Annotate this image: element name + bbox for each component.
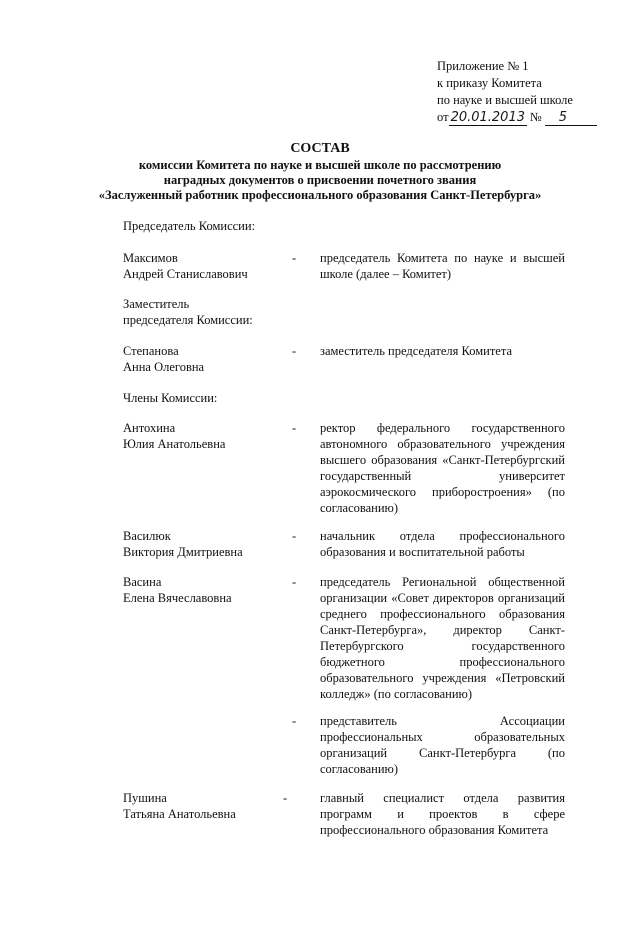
member-name: [123, 343, 204, 375]
member-surname: Василюк: [123, 529, 171, 543]
dash-separator: -: [292, 251, 297, 265]
member-surname: Пушина: [123, 791, 167, 805]
title-line-2: наградных документов о присвоении почетного звания: [163, 173, 477, 187]
title-line-3: «Заслуженный работник профессионального образования Санкт-Петербурга»: [98, 188, 542, 202]
dash-separator: -: [292, 344, 297, 358]
member-role: ректор федерального государственного автономного образовательного учреждения высшего образования «Санкт-Петербургский государственный университет аэрокосмического приборостроения» (по согласованию): [320, 421, 565, 515]
member-role: представитель Ассоциации профессиональных образовательных организаций Санкт-Петербурга (по согласованию): [320, 714, 565, 776]
member-name: [123, 790, 236, 822]
dash-separator: -: [292, 714, 297, 728]
number-prefix: №: [529, 110, 542, 124]
member-given-name: Андрей Станиславович: [123, 267, 248, 281]
member-given-name: Анна Олеговна: [123, 360, 205, 374]
dash-separator: -: [283, 791, 288, 805]
document-title: СОСТАВ: [290, 141, 350, 156]
dash-separator: -: [292, 529, 297, 543]
appendix-date-line: [437, 109, 597, 126]
members-heading: Члены Комиссии:: [123, 391, 218, 405]
member-given-name: Елена Вячеславовна: [123, 591, 232, 605]
member-surname: Антохина: [123, 421, 176, 435]
appendix-line-1: Приложение № 1: [437, 59, 529, 73]
member-surname: Степанова: [123, 344, 179, 358]
date-prefix: от: [437, 110, 449, 124]
member-name: [123, 574, 232, 606]
deputy-heading-line-2: председателя Комиссии:: [123, 313, 253, 327]
appendix-header: [437, 58, 597, 126]
member-role: председатель Комитета по науке и высшей школе (далее – Комитет): [320, 251, 565, 281]
member-name: [123, 528, 243, 560]
member-given-name: Татьяна Анатольевна: [123, 807, 236, 821]
chair-heading: Председатель Комиссии:: [123, 219, 256, 233]
member-given-name: Юлия Анатольевна: [123, 437, 226, 451]
member-name: [123, 420, 225, 452]
member-role: заместитель председателя Комитета: [320, 344, 513, 358]
title-block: [0, 140, 640, 203]
member-given-name: Виктория Дмитриевна: [123, 545, 243, 559]
member-role: председатель Региональной общественной организации «Совет директоров организаций среднего профессионального образования Санкт-Петербурга», директор Санкт-Петербургского государственного бюджетного профессионального образовательного учреждения «Петровский колледж» (по согласованию): [320, 575, 565, 701]
deputy-heading: [123, 296, 253, 328]
appendix-line-3: по науке и высшей школе: [437, 93, 573, 107]
dash-separator: -: [292, 575, 297, 589]
deputy-heading-line-1: Заместитель: [123, 297, 190, 311]
dash-separator: -: [292, 421, 297, 435]
appendix-line-2: к приказу Комитета: [437, 76, 542, 90]
title-line-1: комиссии Комитета по науке и высшей школе по рассмотрению: [138, 158, 502, 172]
member-surname: Максимов: [123, 251, 178, 265]
member-role: начальник отдела профессионального образования и воспитательной работы: [320, 529, 565, 559]
handwritten-number: 5: [545, 111, 597, 126]
member-surname: Васина: [123, 575, 162, 589]
handwritten-date: 20.01.2013: [450, 110, 525, 125]
member-role: главный специалист отдела развития программ и проектов в сфере профессионального образования Комитета: [320, 791, 565, 837]
member-name: [123, 250, 248, 282]
